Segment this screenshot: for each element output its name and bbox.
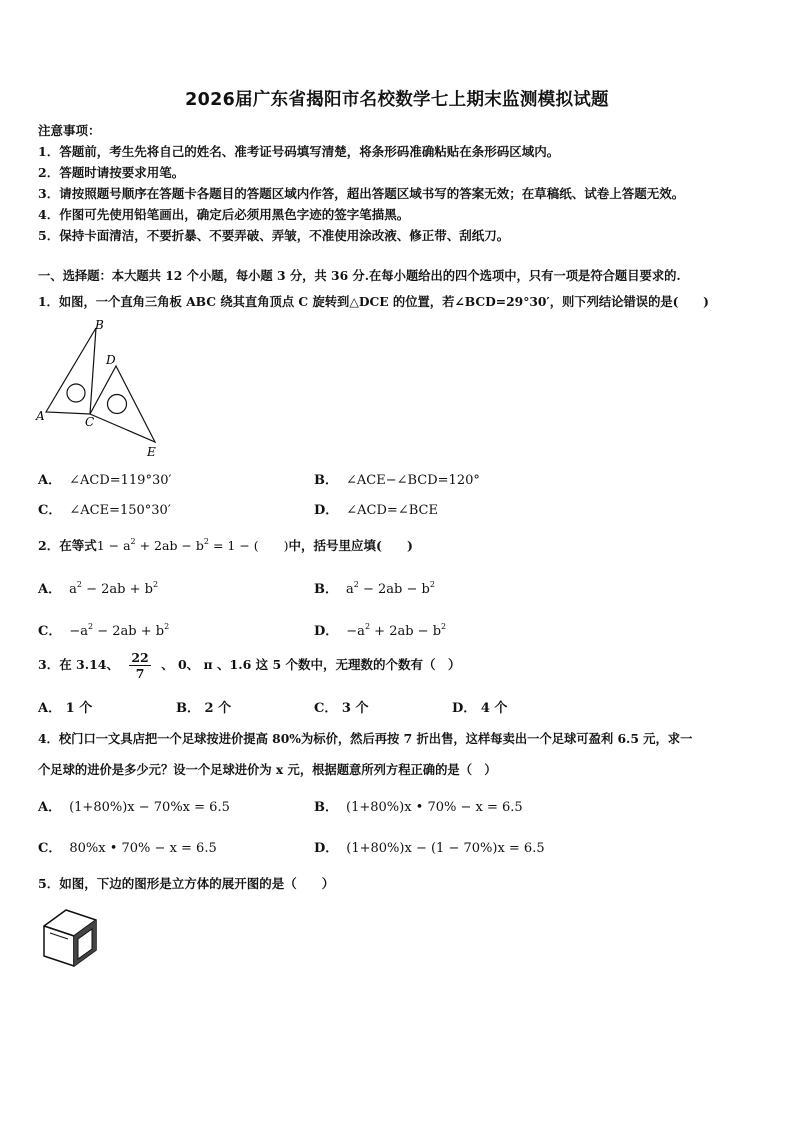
q1-option-a[interactable]: A． ∠ACD=119°30′ — [38, 473, 172, 488]
q4-option-c[interactable]: C． 80%x • 70% − x = 6.5 — [38, 841, 217, 856]
label-a: A — [36, 409, 45, 423]
cube-figure — [40, 906, 102, 970]
fraction-22-over-7: $\frac{22}{7}$ — [131, 650, 149, 681]
q2-option-d[interactable]: D． $-a^2 + 2ab - b^2$ — [314, 622, 447, 639]
q1-option-c[interactable]: C． ∠ACE=150°30′ — [38, 503, 171, 518]
triangle-abc-hole — [67, 384, 85, 402]
q4-option-d[interactable]: D． (1+80%)x − (1 − 70%)x = 6.5 — [314, 841, 545, 856]
q3-option-c[interactable]: C． 3 个 — [314, 701, 369, 716]
triangle-dce-hole — [108, 395, 127, 414]
label-d: D — [106, 353, 116, 367]
question-1-stem: 1．如图，一个直角三角板 ABC 绕其直角顶点 C 旋转到△DCE 的位置，若∠BCD=29°30′，则下列结论错误的是( ) — [38, 294, 709, 309]
question-4-line-1: 4．校门口一文具店把一个足球按进价提高 80%为标价，然后再按 7 折出售，这样每卖出一个足球可盈利 6.5 元，求一 — [38, 731, 693, 746]
question-4-line-2: 个足球的进价是多少元？设一个足球进价为 x 元，根据题意所列方程正确的是（ ） — [38, 762, 497, 777]
question-3-stem: 3．在 3.14、 $\frac{22}{7}$ 、 0、 π 、1.6 这 5 个数中，无理数的个数有（ ） — [38, 650, 461, 681]
notice-item: 1．答题前，考生先将自己的姓名、准考证号码填写清楚，将条形码准确粘贴在条形码区域内。 — [38, 144, 560, 159]
label-e: E — [147, 445, 156, 459]
question-2-stem: 2．在等式$1 - a^2 + 2ab - b^2 = 1$ − ( )中，括号里应填( ) — [38, 537, 413, 553]
notice-item: 4．作图可先使用铅笔画出，确定后必须用黑色字迹的签字笔描黑。 — [38, 207, 410, 222]
q2-option-a[interactable]: A． $a^2 - 2ab + b^2$ — [38, 580, 159, 597]
page-title: 2026届广东省揭阳市名校数学七上期末监测模拟试题 — [185, 90, 609, 110]
notice-heading: 注意事项： — [38, 123, 101, 138]
q2-equation: $1 - a^2 + 2ab - b^2 = 1$ − ( ) — [96, 537, 289, 553]
q1-option-b[interactable]: B． ∠ACE−∠BCD=120° — [314, 473, 480, 488]
q3-option-a[interactable]: A． 1 个 — [38, 701, 93, 716]
notice-item: 5．保持卡面清洁，不要折暴、不要弄破、弄皱，不准使用涂改液、修正带、刮纸刀。 — [38, 228, 510, 243]
section-heading: 一、选择题：本大题共 12 个小题，每小题 3 分，共 36 分.在每小题给出的四个选项中，只有一项是符合题目要求的. — [38, 268, 681, 283]
q3-option-b[interactable]: B． 2 个 — [176, 701, 232, 716]
q4-option-b[interactable]: B． (1+80%)x • 70% − x = 6.5 — [314, 800, 523, 815]
q4-option-a[interactable]: A． (1+80%)x − 70%x = 6.5 — [38, 800, 230, 815]
q3-option-d[interactable]: D． 4 个 — [452, 701, 508, 716]
notice-item: 2．答题时请按要求用笔。 — [38, 165, 185, 180]
label-b: B — [95, 318, 104, 332]
q2-option-c[interactable]: C． $-a^2 - 2ab + b^2$ — [38, 622, 170, 639]
triangle-dce — [90, 366, 155, 442]
q1-option-d[interactable]: D． ∠ACD=∠BCE — [314, 503, 438, 518]
notice-item: 3．请按照题号顺序在答题卡各题目的答题区域内作答，超出答题区域书写的答案无效；在草稿纸、试卷上答题无效。 — [38, 186, 685, 201]
label-c: C — [85, 415, 95, 429]
q2-option-b[interactable]: B． $a^2 - 2ab - b^2$ — [314, 580, 435, 597]
triangle-rotation-figure — [32, 314, 172, 459]
question-5-stem: 5．如图，下边的图形是立方体的展开图的是（ ） — [38, 876, 335, 891]
